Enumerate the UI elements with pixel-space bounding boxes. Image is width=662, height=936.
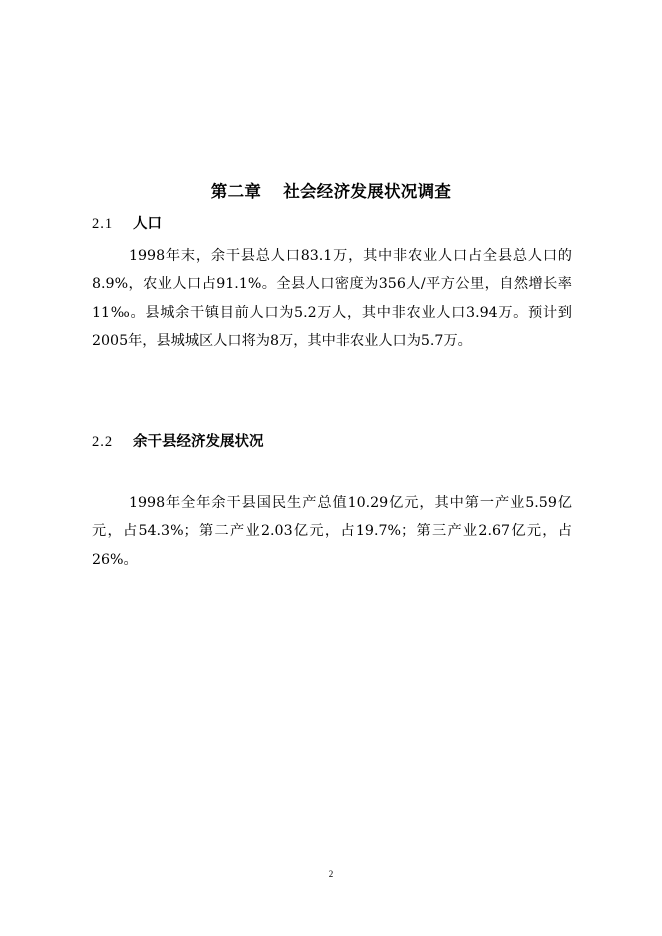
section-heading-economy — [92, 432, 264, 452]
section-number: 2.1 — [92, 216, 114, 232]
page-number: 2 — [328, 869, 334, 879]
economy-paragraph: 1998年全年余干县国民生产总值10.29亿元，其中第一产业5.59亿元，占54.3%；第二产业2.03亿元，占19.7%；第三产业2.67亿元，占26%。 — [92, 495, 572, 568]
section-number: 2.2 — [92, 434, 114, 450]
population-paragraph: 1998年末，余干县总人口83.1万，其中非农业人口占全县总人口的8.9%，农业人口占91.1%。全县人口密度为356人/平方公里，自然增长率11‰。县城余干镇目前人口为5.2万人，其中非农业人口3.94万。预计到2005年，县城城区人口将为8万，其中非农业人口为5.7万。 — [92, 248, 572, 350]
section-heading-population — [92, 214, 162, 234]
chapter-label: 第二章 — [210, 182, 262, 201]
section-title: 人口 — [133, 216, 162, 232]
chapter-title — [0, 182, 662, 202]
chapter-heading: 社会经济发展状况调查 — [283, 182, 452, 201]
section-title: 余干县经济发展状况 — [133, 434, 264, 450]
